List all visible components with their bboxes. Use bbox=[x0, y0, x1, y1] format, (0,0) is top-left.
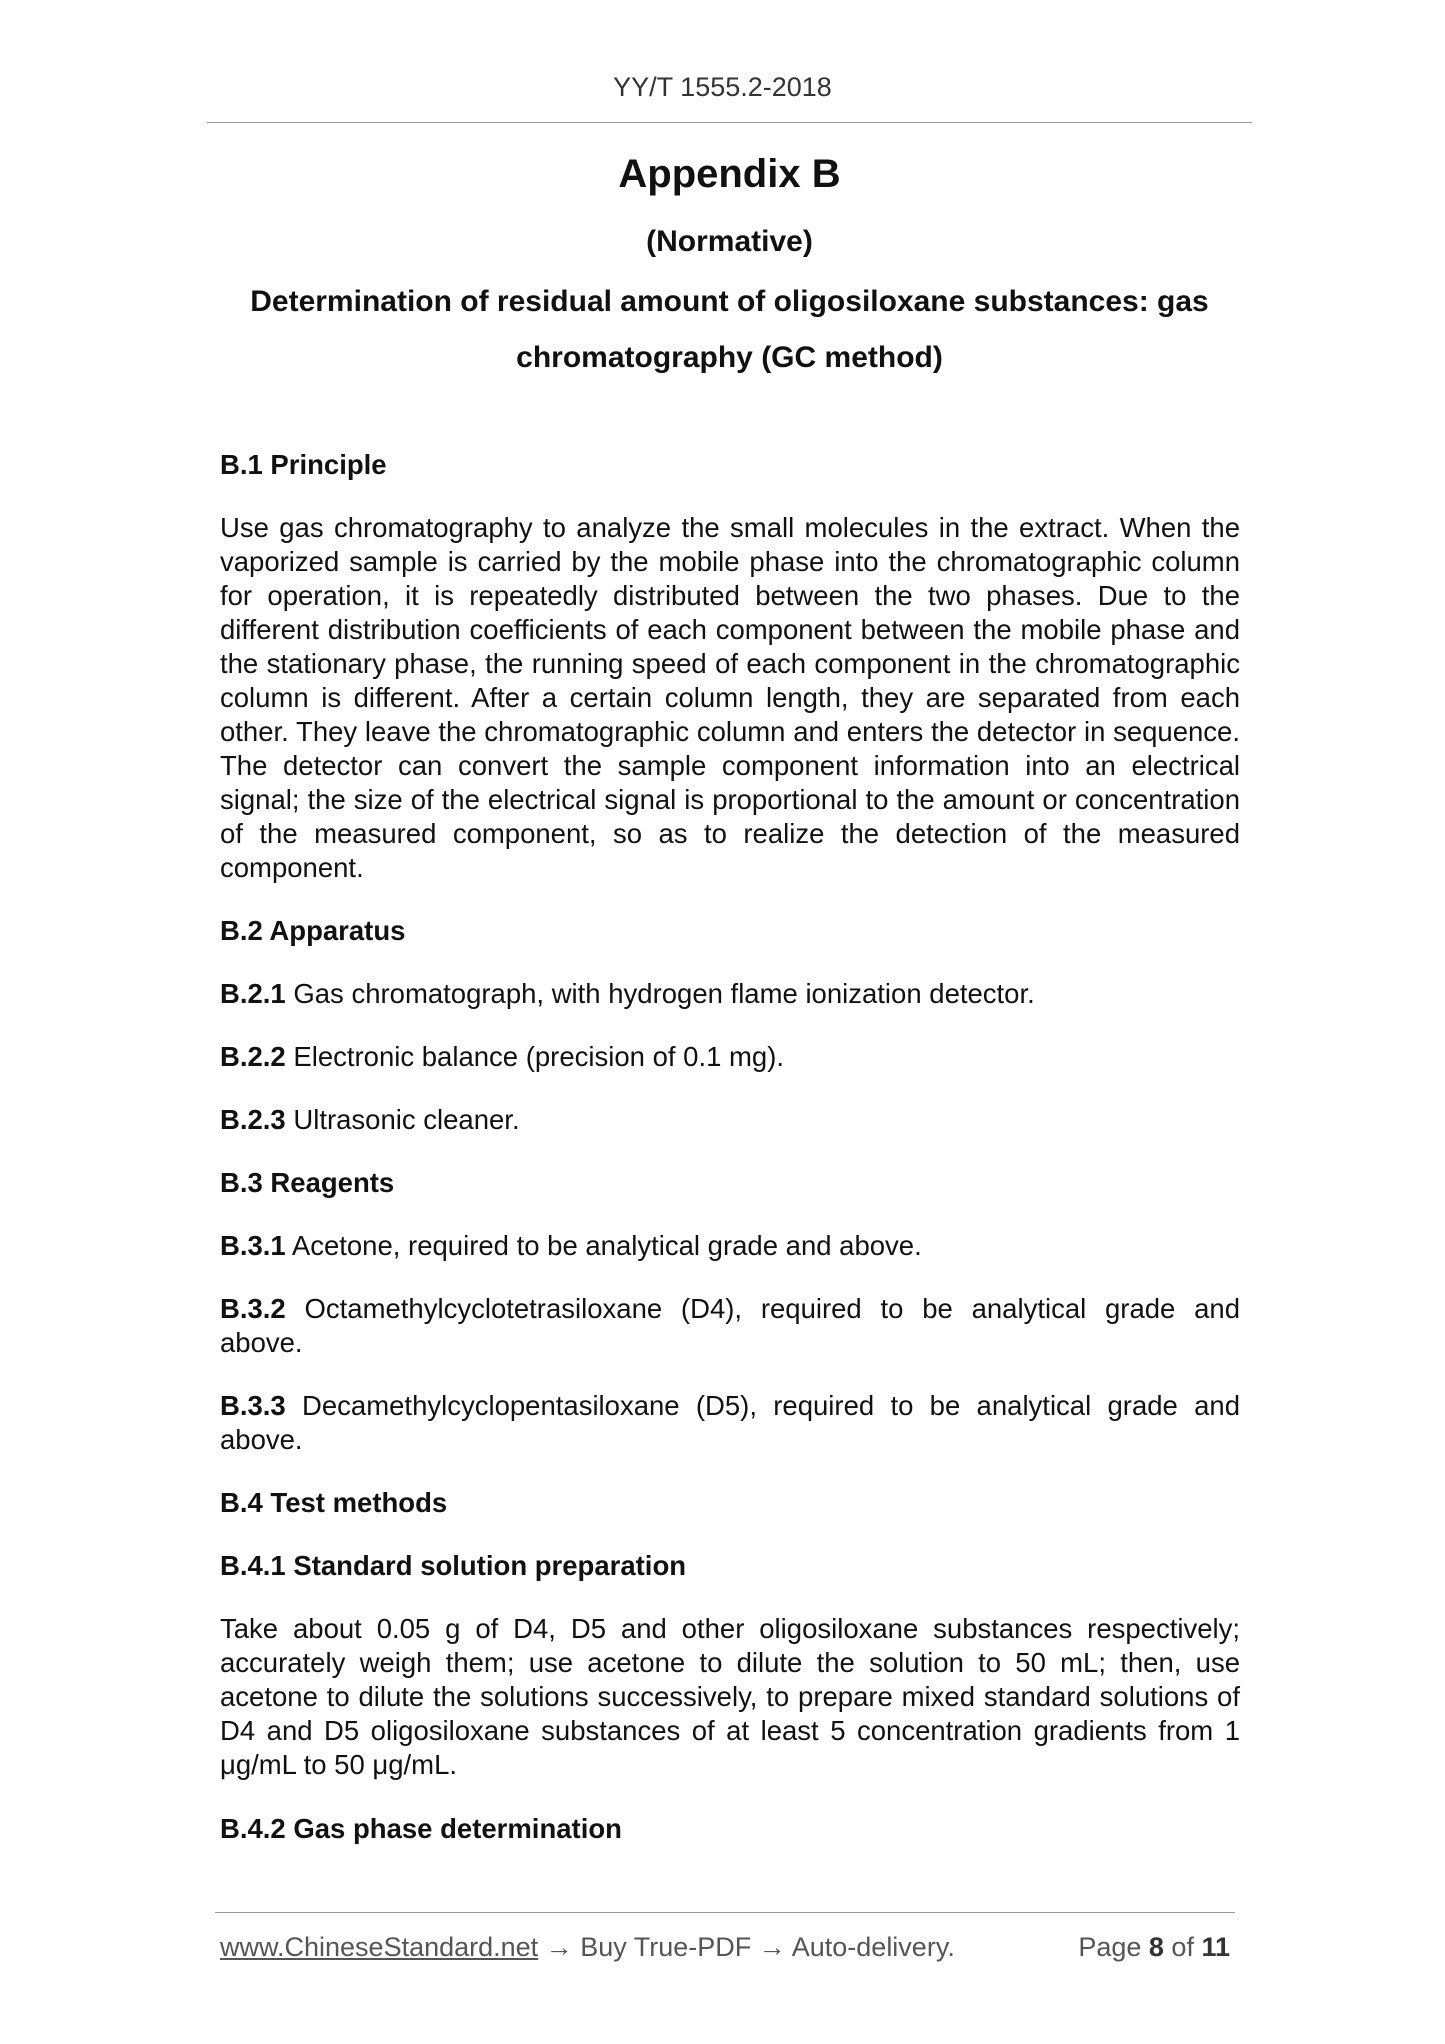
section-b41-heading: B.4.1 Standard solution preparation bbox=[220, 1550, 687, 1581]
item-number: B.2.2 bbox=[220, 1041, 286, 1072]
footer-promo-text: → Buy True-PDF → Auto-delivery. bbox=[538, 1932, 955, 1962]
section-b41-text: Take about 0.05 g of D4, D5 and other oligosiloxane substances respectively; accurately weigh them; use acetone to dilute the solution to 50 mL; then, use acetone to dilute the solutions successively, to prepare mixed standard solutions of D4 and D5 oligosiloxane substances of at least 5 concentration gradients from 1 μg/mL to 50 μg/mL. bbox=[220, 1613, 1240, 1780]
item-b2-1 bbox=[220, 977, 1240, 1011]
appendix-main-title bbox=[207, 274, 1252, 386]
normative-label: (Normative) bbox=[646, 225, 813, 258]
item-number: B.3.3 bbox=[220, 1390, 286, 1421]
item-number: B.3.1 bbox=[220, 1230, 286, 1261]
item-text: Decamethylcyclopentasiloxane (D5), required to be analytical grade and above. bbox=[220, 1390, 1240, 1455]
main-title-line-1: Determination of residual amount of oligosiloxane substances: gas bbox=[250, 285, 1209, 318]
item-b2-2 bbox=[220, 1040, 1240, 1074]
section-b1-text: Use gas chromatography to analyze the small molecules in the extract. When the vaporized sample is carried by the mobile phase into the chromatographic column for operation, it is repeatedly distributed between the two phases. Due to the different distribution coefficients of each component between the mobile phase and the stationary phase, the running speed of each component in the chromatographic column is different. After a certain column length, they are separated from each other. They leave the chromatographic column and enters the detector in sequence. The detector can convert the sample component information into an electrical signal; the size of the electrical signal is proportional to the amount or concentration of the measured component, so as to realize the detection of the measured component. bbox=[220, 512, 1240, 883]
item-text: Octamethylcyclotetrasiloxane (D4), required to be analytical grade and above. bbox=[220, 1293, 1240, 1358]
header-divider bbox=[207, 122, 1252, 123]
section-b2-heading: B.2 Apparatus bbox=[220, 915, 406, 946]
section-b1-heading: B.1 Principle bbox=[220, 449, 387, 480]
page-indicator bbox=[1078, 1932, 1230, 1963]
item-b3-2 bbox=[220, 1292, 1240, 1360]
item-text: Ultrasonic cleaner. bbox=[285, 1104, 520, 1135]
footer-divider bbox=[215, 1912, 1235, 1913]
item-b3-3 bbox=[220, 1389, 1240, 1457]
item-text: Gas chromatograph, with hydrogen flame ionization detector. bbox=[285, 978, 1035, 1009]
footer-promo bbox=[220, 1932, 955, 1963]
item-number: B.3.2 bbox=[220, 1293, 286, 1324]
page-label: Page bbox=[1078, 1932, 1149, 1962]
item-number: B.2.3 bbox=[220, 1104, 286, 1135]
appendix-title: Appendix B bbox=[618, 152, 841, 196]
item-b2-3 bbox=[220, 1103, 1240, 1137]
section-b4-heading: B.4 Test methods bbox=[220, 1487, 448, 1518]
page-number: 8 bbox=[1148, 1932, 1164, 1962]
item-number: B.2.1 bbox=[220, 978, 286, 1009]
document-body bbox=[220, 448, 1240, 1846]
page-of-label: of bbox=[1163, 1932, 1202, 1962]
website-link[interactable]: www.ChineseStandard.net bbox=[220, 1932, 539, 1962]
page-total: 11 bbox=[1201, 1932, 1230, 1962]
section-b42-heading: B.4.2 Gas phase determination bbox=[220, 1813, 622, 1844]
item-text: Electronic balance (precision of 0.1 mg). bbox=[285, 1041, 785, 1072]
main-title-line-2: chromatography (GC method) bbox=[516, 341, 943, 374]
item-text: Acetone, required to be analytical grade and above. bbox=[285, 1230, 922, 1261]
item-b3-1 bbox=[220, 1229, 1240, 1263]
section-b3-heading: B.3 Reagents bbox=[220, 1167, 395, 1198]
document-code-header: YY/T 1555.2-2018 bbox=[613, 72, 832, 102]
